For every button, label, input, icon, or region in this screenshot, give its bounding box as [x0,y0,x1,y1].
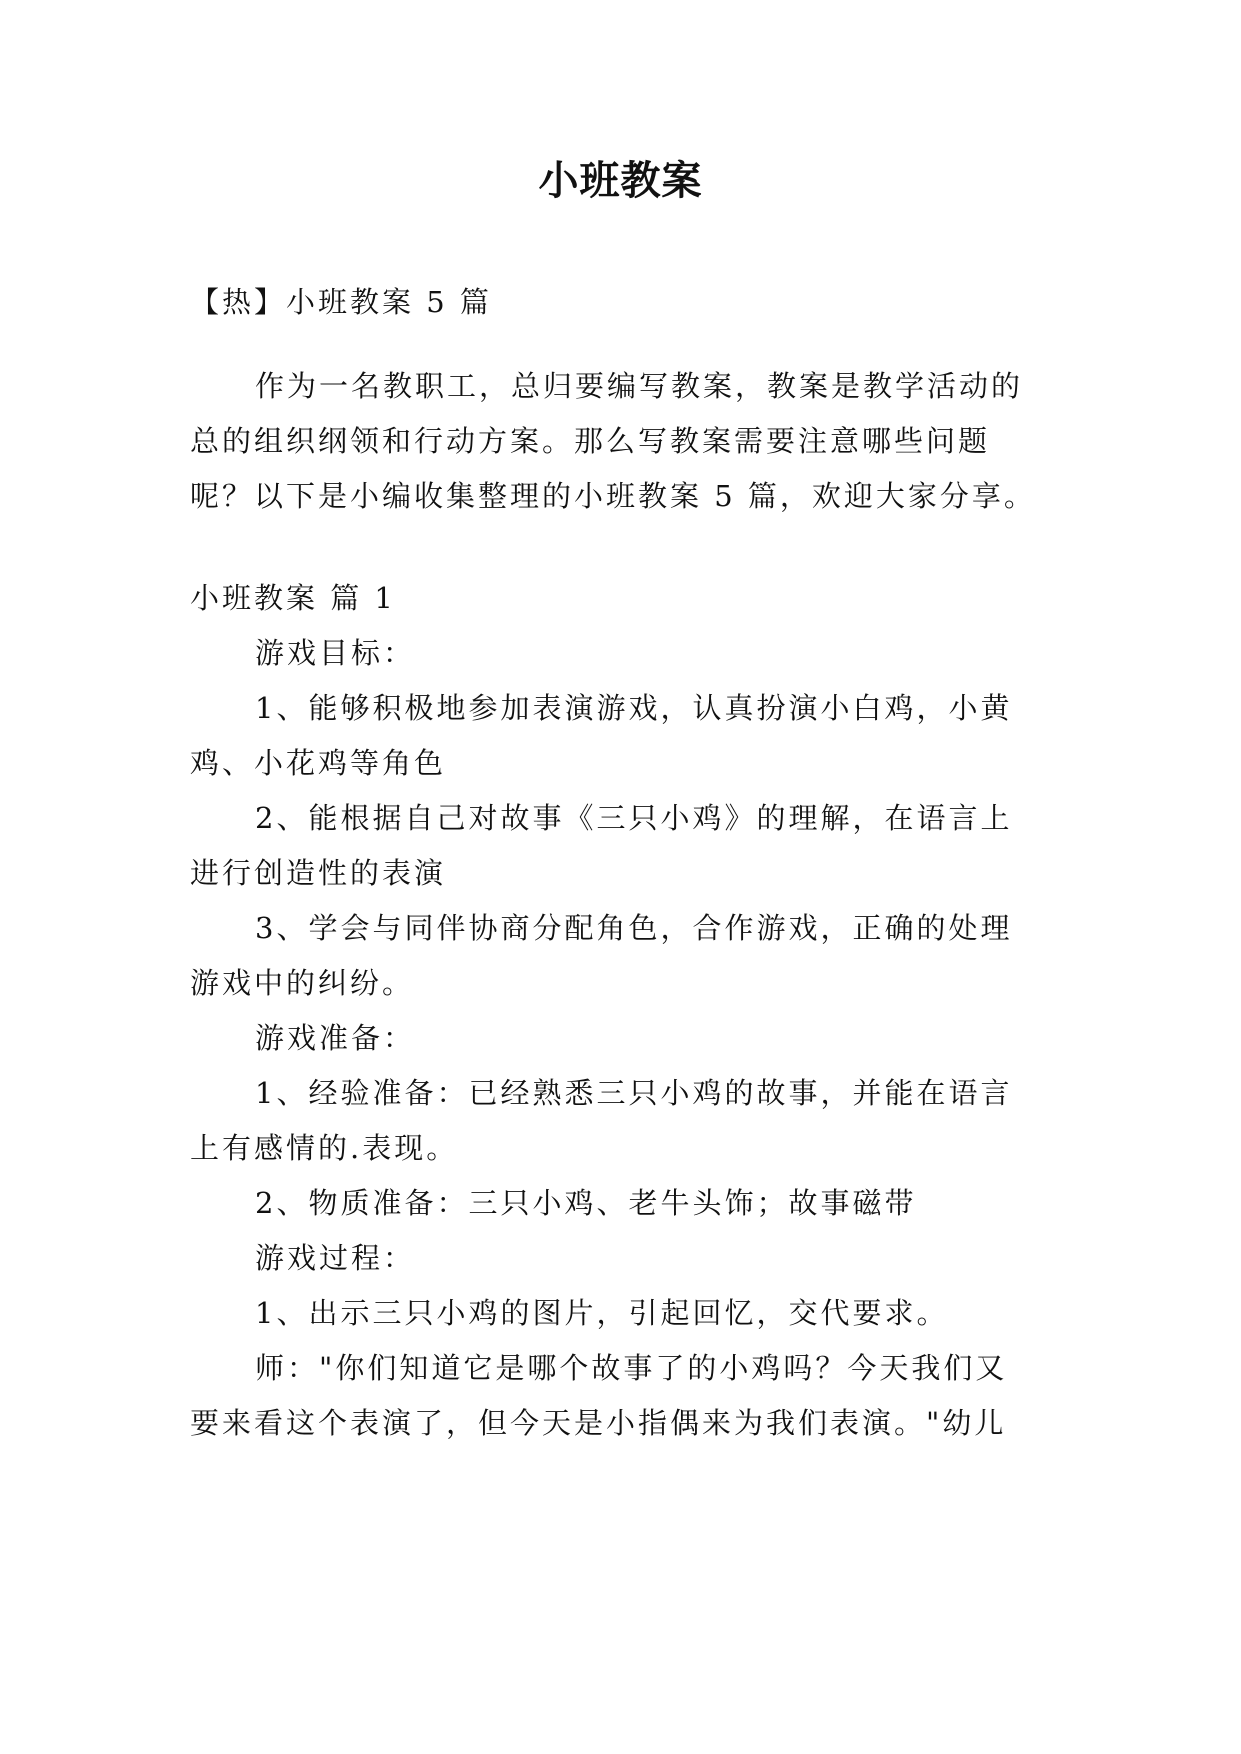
paragraph-line: 2、能根据自己对故事《三只小鸡》的理解，在语言上 [255,801,1013,835]
paragraph-line: 作为一名教职工，总归要编写教案，教案是教学活动的 [255,369,1024,403]
paragraph-line: 呢？以下是小编收集整理的小班教案 5 篇，欢迎大家分享。 [190,479,1036,513]
paragraph-line: 1、出示三只小鸡的图片，引起回忆，交代要求。 [255,1296,949,1330]
paragraph-line: 上有感情的.表现。 [190,1131,459,1165]
paragraph-line: 师："你们知道它是哪个故事了的小鸡吗？今天我们又 [255,1351,1008,1385]
paragraph-line: 游戏目标： [255,636,416,670]
paragraph-line: 总的组织纲领和行动方案。那么写教案需要注意哪些问题 [190,424,991,458]
paragraph-line: 游戏过程： [255,1241,416,1275]
paragraph-line: 2、物质准备：三只小鸡、老牛头饰；故事磁带 [255,1186,917,1220]
paragraph-line: 游戏中的纠纷。 [190,966,415,1000]
section-heading: 小班教案 篇 1 [190,581,396,615]
paragraph-line: 游戏准备： [255,1021,416,1055]
paragraph-line: 3、学会与同伴协商分配角色，合作游戏，正确的处理 [255,911,1013,945]
paragraph-line: 1、能够积极地参加表演游戏，认真扮演小白鸡，小黄 [255,691,1013,725]
paragraph-line: 1、经验准备：已经熟悉三只小鸡的故事，并能在语言 [255,1076,1013,1110]
paragraph-line: 鸡、小花鸡等角色 [190,746,447,780]
page-title: 小班教案 [538,158,703,204]
paragraph-line: 进行创造性的表演 [190,856,447,890]
paragraph-line: 要来看这个表演了，但今天是小指偶来为我们表演。"幼儿 [190,1406,1007,1440]
document-subtitle: 【热】小班教案 5 篇 [190,285,492,319]
